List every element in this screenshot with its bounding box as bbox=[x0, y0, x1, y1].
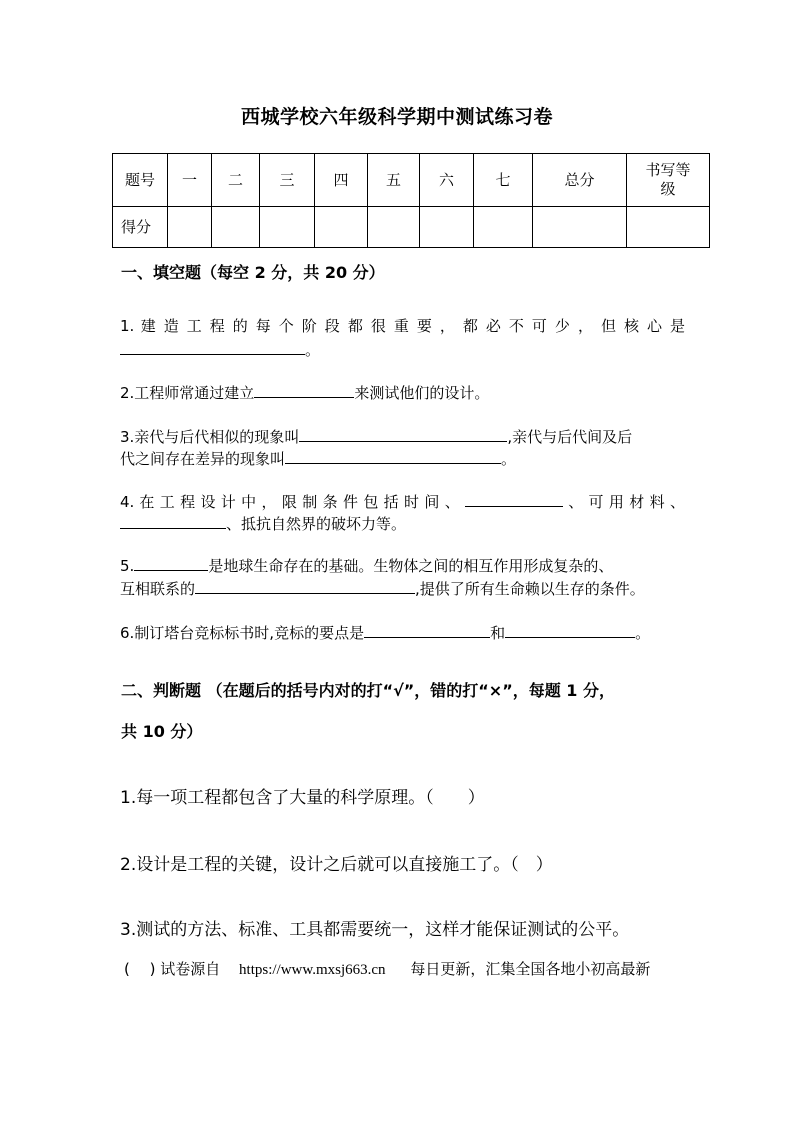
fill-q6-text-b: 和 bbox=[490, 624, 506, 642]
score-table bbox=[112, 153, 710, 248]
fill-q3-text-c: 代之间存在差异的现象叫 bbox=[120, 450, 286, 468]
judge-q3-answer-paren: ( ) 试卷源自 bbox=[124, 960, 221, 978]
fill-q6 bbox=[120, 620, 685, 645]
fill-q4-text-a: 4. 在 工 程 设 计 中 ， 限 制 条 件 包 括 时 间 、 bbox=[120, 493, 461, 511]
fill-q4-text-c: 、抵抗自然界的破坏力等。 bbox=[226, 515, 407, 533]
fill-q1-end: 。 bbox=[305, 341, 321, 359]
score-cell-q2: 二 bbox=[212, 154, 260, 207]
score-input-total[interactable] bbox=[533, 207, 627, 248]
score-input-q1[interactable] bbox=[168, 207, 212, 248]
fill-q2 bbox=[120, 380, 685, 405]
fill-q2-text-b: 来测试他们的设计。 bbox=[354, 384, 490, 402]
fill-q1-line2 bbox=[120, 337, 685, 362]
fill-q6-end: 。 bbox=[635, 624, 651, 642]
fill-q3-blank-2[interactable] bbox=[285, 446, 501, 464]
fill-q4-blank-1[interactable] bbox=[465, 489, 563, 507]
fill-q3-blank-1[interactable] bbox=[299, 424, 507, 442]
fill-q1-blank[interactable] bbox=[120, 337, 305, 355]
score-cell-total: 总分 bbox=[533, 154, 627, 207]
fill-q3-line2 bbox=[120, 446, 685, 471]
fill-q4-blank-2[interactable] bbox=[120, 511, 226, 529]
score-table-header-row bbox=[113, 154, 710, 207]
footer-note: 每日更新，汇集全国各地小初高最新 bbox=[410, 960, 651, 978]
score-input-q6[interactable] bbox=[420, 207, 474, 248]
fill-q4-text-b: 、 可 用 材 料 、 bbox=[568, 493, 685, 511]
score-cell-q4: 四 bbox=[315, 154, 368, 207]
fill-q3-end: 。 bbox=[501, 450, 517, 468]
score-cell-q5: 五 bbox=[368, 154, 420, 207]
fill-q1-text: 1. 建 造 工 程 的 每 个 阶 段 都 很 重 要 ， 都 必 不 可 少 ， 但 核 心 是 bbox=[120, 317, 685, 335]
judge-q1: 1.每一项工程都包含了大量的科学原理。（ ） bbox=[120, 788, 485, 808]
section2-heading-line1: 二、判断题 （在题后的括号内对的打“√”，错的打“×”，每题 1 分， bbox=[121, 681, 615, 700]
fill-q2-text-a: 2.工程师常通过建立 bbox=[120, 384, 255, 402]
score-input-q2[interactable] bbox=[212, 207, 260, 248]
score-cell-writing-grade: 书写等级 bbox=[627, 154, 710, 207]
fill-q3-text-b: ,亲代与后代间及后 bbox=[507, 428, 633, 446]
fill-q6-blank-2[interactable] bbox=[505, 620, 635, 638]
fill-q5-blank-2[interactable] bbox=[195, 576, 415, 594]
fill-q3-text-a: 3.亲代与后代相似的现象叫 bbox=[120, 428, 300, 446]
fill-q5-line2 bbox=[120, 576, 685, 601]
fill-q4-line2 bbox=[120, 511, 685, 536]
score-cell-label: 题号 bbox=[113, 154, 168, 207]
fill-q5-text-d: ,提供了所有生命赖以生存的条件。 bbox=[415, 580, 645, 598]
score-cell-q1: 一 bbox=[168, 154, 212, 207]
score-input-writing-grade[interactable] bbox=[627, 207, 710, 248]
score-row-label: 得分 bbox=[113, 207, 168, 248]
section2-heading-line2: 共 10 分） bbox=[121, 722, 203, 741]
fill-q5-line1 bbox=[120, 553, 685, 578]
fill-q5-text-b: 是地球生命存在的基础。生物体之间的相互作用形成复杂的、 bbox=[208, 557, 614, 575]
score-input-q3[interactable] bbox=[260, 207, 315, 248]
score-table-score-row bbox=[113, 207, 710, 248]
judge-q3: 3.测试的方法、标准、工具都需要统一，这样才能保证测试的公平。 bbox=[120, 920, 630, 940]
fill-q2-blank[interactable] bbox=[254, 380, 354, 398]
section1-heading: 一、填空题（每空 2 分，共 20 分） bbox=[121, 263, 385, 282]
fill-q5-text-c: 互相联系的 bbox=[120, 580, 196, 598]
fill-q6-text-a: 6.制订塔台竞标标书时,竞标的要点是 bbox=[120, 624, 365, 642]
footer-line bbox=[124, 958, 650, 979]
fill-q5-blank-1[interactable] bbox=[134, 553, 208, 571]
score-cell-q6: 六 bbox=[420, 154, 474, 207]
fill-q6-blank-1[interactable] bbox=[364, 620, 490, 638]
source-url-link[interactable]: https://www.mxsj663.cn bbox=[239, 962, 386, 978]
judge-q2: 2.设计是工程的关键，设计之后就可以直接施工了。（ ） bbox=[120, 855, 553, 875]
score-input-q7[interactable] bbox=[474, 207, 533, 248]
fill-q5-text-a: 5. bbox=[120, 557, 135, 575]
score-cell-q3: 三 bbox=[260, 154, 315, 207]
score-input-q5[interactable] bbox=[368, 207, 420, 248]
score-cell-q7: 七 bbox=[474, 154, 533, 207]
score-input-q4[interactable] bbox=[315, 207, 368, 248]
page-title: 西城学校六年级科学期中测试练习卷 bbox=[240, 106, 553, 128]
